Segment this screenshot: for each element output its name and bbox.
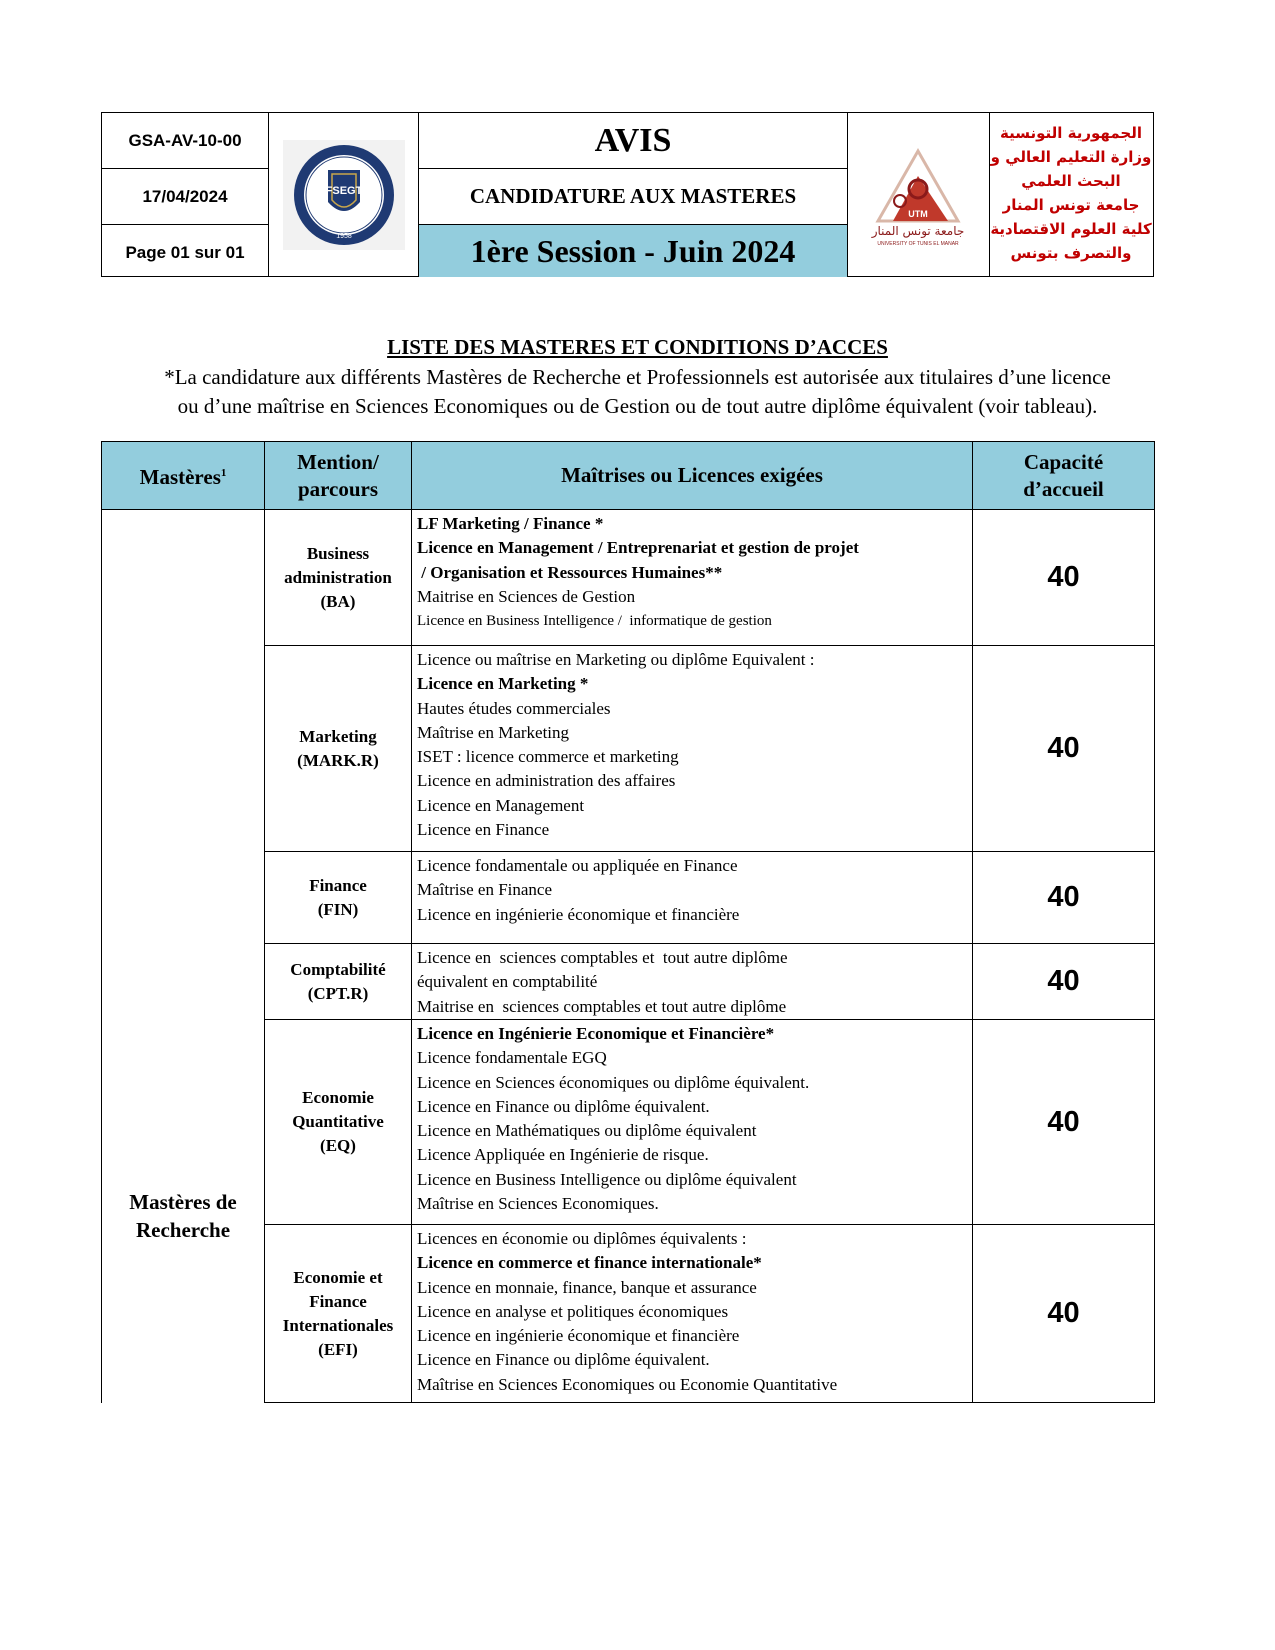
mention-cell (265, 1225, 412, 1403)
licence-item: Licence en Sciences économiques ou diplôme équivalent. (417, 1072, 810, 1092)
mention-line: Internationales (282, 1315, 394, 1335)
mention-line: (EQ) (320, 1136, 356, 1155)
capacite-cell: 40 (973, 1225, 1155, 1403)
mention-cell (265, 1020, 412, 1225)
licence-item: Licence en Marketing * (417, 674, 589, 694)
col-header-capacite: Capacité d’accueil (973, 442, 1155, 510)
licence-item: Licence en Finance ou diplôme équivalent. (417, 1350, 710, 1370)
mention-line: (CPT.R) (307, 983, 369, 1003)
licence-item: Licence en Business Intelligence / informatique de gestion (417, 613, 772, 630)
licence-item: Maîtrise en Finance (417, 880, 553, 900)
licence-item: Maitrise en Sciences de Gestion (417, 586, 636, 606)
document-header (101, 112, 1154, 277)
header-right-logo-cell (848, 113, 990, 276)
table-header-row (102, 442, 1155, 510)
intro-line: *La candidature aux différents Mastères de Recherche et Professionnels est autorisée aux titulaires d’une licence (164, 365, 1111, 389)
svg-text:FSEGT: FSEGT (325, 185, 363, 197)
mention-line: Marketing (299, 726, 377, 746)
mention-line: Economie (302, 1088, 374, 1107)
licence-item: Licence en ingénierie économique et financière (417, 904, 740, 924)
capacite-cell: 40 (973, 1020, 1155, 1225)
licence-item: Licence Appliquée en Ingénierie de risque. (417, 1145, 709, 1165)
mention-line: administration (284, 567, 392, 587)
licence-item: Licence en sciences comptables et tout autre diplôme (417, 948, 788, 967)
masters-table (101, 441, 1155, 1403)
mention-line: Economie et (293, 1267, 383, 1287)
mention-line: Finance (309, 875, 367, 895)
col-header-masteres: Mastères$^1$ (102, 442, 265, 510)
table-row (102, 510, 1155, 646)
doc-date: 17/04/2024 (102, 168, 268, 224)
mention-line: (EFI) (318, 1339, 358, 1359)
session-banner: 1ère Session - Juin 2024 (419, 224, 847, 277)
arabic-line: وزارة التعليم العالي و (990, 148, 1152, 166)
licence-item: Licence en monnaie, finance, banque et assurance (417, 1277, 757, 1297)
mention-line: (BA) (320, 591, 356, 611)
col-header-licences: Maîtrises ou Licences exigées (412, 442, 973, 510)
licences-cell (412, 944, 973, 1020)
licence-item: Licences en économie ou diplômes équivalents : (417, 1229, 747, 1248)
svg-text:1958: 1958 (336, 233, 352, 240)
licence-item: Licence en Management (417, 795, 585, 815)
mention-cell (265, 510, 412, 646)
mention-cell (265, 944, 412, 1020)
header-ref-column (102, 113, 269, 276)
licence-item: Licence en ingénierie économique et financière (417, 1326, 740, 1346)
arabic-line: البحث العلمي (1021, 172, 1121, 190)
mention-line: Comptabilité (290, 959, 386, 979)
mention-line: Quantitative (292, 1112, 384, 1131)
licence-item: Licence en administration des affaires (417, 771, 676, 791)
fsegt-logo (283, 140, 405, 250)
svg-text:UNIVERSITY OF TUNIS EL MANAR: UNIVERSITY OF TUNIS EL MANAR (877, 241, 959, 247)
licence-item: Licence en Management / Entreprenariat et gestion de projet (417, 538, 859, 558)
arabic-line: جامعة تونس المنار (1002, 196, 1140, 214)
header-title-column (419, 113, 848, 276)
header-left-logo-cell (269, 113, 419, 276)
licence-item: Licence fondamentale ou appliquée en Finance (417, 856, 738, 875)
licence-item: Licence en commerce et finance internationale* (417, 1253, 762, 1273)
licence-item: Licence en Mathématiques ou diplôme équivalent (417, 1121, 757, 1141)
capacite-cell: 40 (973, 646, 1155, 852)
intro-paragraph (110, 363, 1165, 421)
licences-cell (412, 852, 973, 944)
licence-item: / Organisation et Ressources Humaines** (417, 562, 723, 582)
intro-line: ou d’une maîtrise en Sciences Economiques ou de Gestion ou de tout autre diplôme équivalent (voir tableau). (177, 394, 1098, 418)
licence-item: Licence fondamentale EGQ (417, 1048, 607, 1068)
arabic-line: كلية العلوم الاقتصادية (990, 220, 1152, 238)
licence-item: Maîtrise en Sciences Economiques. (417, 1194, 659, 1214)
arabic-line: الجمهورية التونسية (1000, 124, 1142, 142)
licence-item: Licence en analyse et politiques économiques (417, 1301, 729, 1321)
svg-text:UTM: UTM (908, 209, 928, 219)
avis-title: AVIS (594, 121, 672, 159)
licence-item: Licence en Finance ou diplôme équivalent. (417, 1096, 710, 1116)
licences-cell (412, 510, 973, 646)
mention-line: (MARK.R) (297, 750, 379, 770)
list-title: LISTE DES MASTERES ET CONDITIONS D’ACCES (387, 335, 888, 359)
arabic-institution-text (990, 113, 1152, 265)
col-header-mention: Mention/ parcours (265, 442, 412, 510)
licences-cell (412, 1020, 973, 1225)
doc-reference: GSA-AV-10-00 (128, 130, 242, 150)
header-arabic-column (990, 113, 1152, 276)
licence-item: Maitrise en sciences comptables et tout autre diplôme (417, 996, 787, 1016)
licence-item: Hautes études commerciales (417, 698, 611, 718)
capacite-cell: 40 (973, 944, 1155, 1020)
utm-logo (858, 141, 980, 251)
licence-item: Licence en Business Intelligence ou diplôme équivalent (417, 1169, 797, 1189)
mention-line: (FIN) (317, 899, 359, 919)
licence-item: équivalent en comptabilité (417, 972, 598, 992)
licence-item: Licence en Finance (417, 820, 550, 840)
candidature-title: CANDIDATURE AUX MASTERES (419, 168, 847, 224)
doc-page-number: Page 01 sur 01 (102, 224, 268, 280)
licence-item: Licence en Ingénierie Economique et Financière* (417, 1024, 775, 1043)
mention-cell (265, 852, 412, 944)
capacite-cell: 40 (973, 852, 1155, 944)
svg-text:جامعة تونس المنار: جامعة تونس المنار (871, 224, 965, 238)
licence-item: LF Marketing / Finance * (417, 514, 604, 533)
licences-cell (412, 646, 973, 852)
licences-cell (412, 1225, 973, 1403)
licence-item: ISET : licence commerce et marketing (417, 747, 679, 767)
capacite-cell: 40 (973, 510, 1155, 646)
licence-item: Licence ou maîtrise en Marketing ou diplôme Equivalent : (417, 650, 815, 669)
licence-item: Maîtrise en Sciences Economiques ou Economie Quantitative (417, 1374, 838, 1394)
arabic-line: والتصرف بتونس (1010, 244, 1132, 262)
mastere-type-cell: Mastères de Recherche (102, 510, 265, 1403)
mention-line: Finance (309, 1291, 367, 1311)
licence-item: Maîtrise en Marketing (417, 722, 570, 742)
mention-line: Business (306, 543, 370, 563)
mention-cell (265, 646, 412, 852)
footnote-marker: 1 (220, 467, 227, 479)
